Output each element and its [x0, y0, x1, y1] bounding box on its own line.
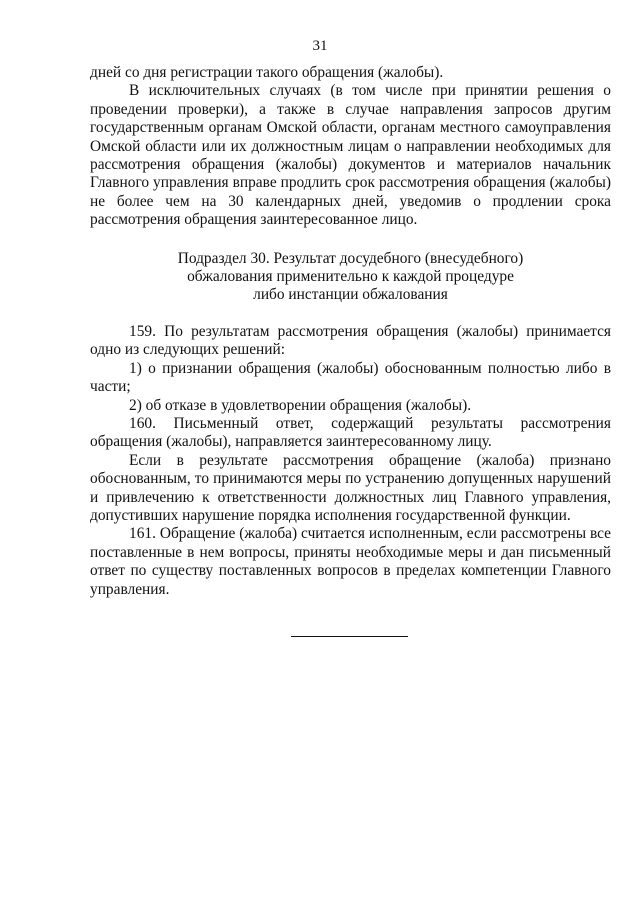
paragraph-159-item-2: 2) об отказе в удовлетворении обращения (жалобы).	[129, 396, 472, 414]
paragraph-continuation: дней со дня регистрации такого обращения (жалобы).	[90, 64, 444, 81]
paragraph-159: 159. По результатам рассмотрения обращения (жалобы) принимается одно из следующих решений:	[90, 322, 611, 359]
section-heading-line: Подраздел 30. Результат досудебного (внесудебного)	[177, 249, 524, 267]
section-heading	[90, 250, 611, 305]
paragraph-160: 160. Письменный ответ, содержащий результаты рассмотрения обращения (жалобы), направляется заинтересованному лицу.	[90, 414, 611, 451]
page-number: 31	[312, 38, 328, 54]
paragraph-exceptional-cases: В исключительных случаях (в том числе при принятии решения о проведении проверки), а также в случае направления запросов другим государственным органам Омской области, органам местного самоуправления Омской области или их должностным лицам о направлении необходимых для рассмотрения обращения (жалобы) документов и материалов начальник Главного управления вправе продлить срок рассмотрения обращения (жалобы) не более чем на 30 календарных дней, уведомив о продлении срока рассмотрения обращения заинтересованное лицо.	[90, 82, 611, 229]
paragraph-161: 161. Обращение (жалоба) считается исполненным, если рассмотрены все поставленные в нем вопросы, приняты необходимые меры и дан письменный ответ по существу поставленных вопросов в пределах компетенции Главного управления.	[90, 525, 611, 598]
document-body	[90, 64, 611, 599]
section-heading-line: обжалования применительно к каждой процедуре	[187, 268, 514, 286]
section-heading-line: либо инстанции обжалования	[253, 286, 448, 304]
paragraph-160-continuation: Если в результате рассмотрения обращение (жалоба) признано обоснованным, то принимаются меры по устранению допущенных нарушений и привлечению к ответственности должностных лиц Главного управления, допустивших нарушение порядка исполнения государственной функции.	[90, 451, 611, 524]
paragraph-159-item-1: 1) о признании обращения (жалобы) обоснованным полностью либо в части;	[90, 359, 611, 396]
end-divider	[291, 636, 408, 637]
